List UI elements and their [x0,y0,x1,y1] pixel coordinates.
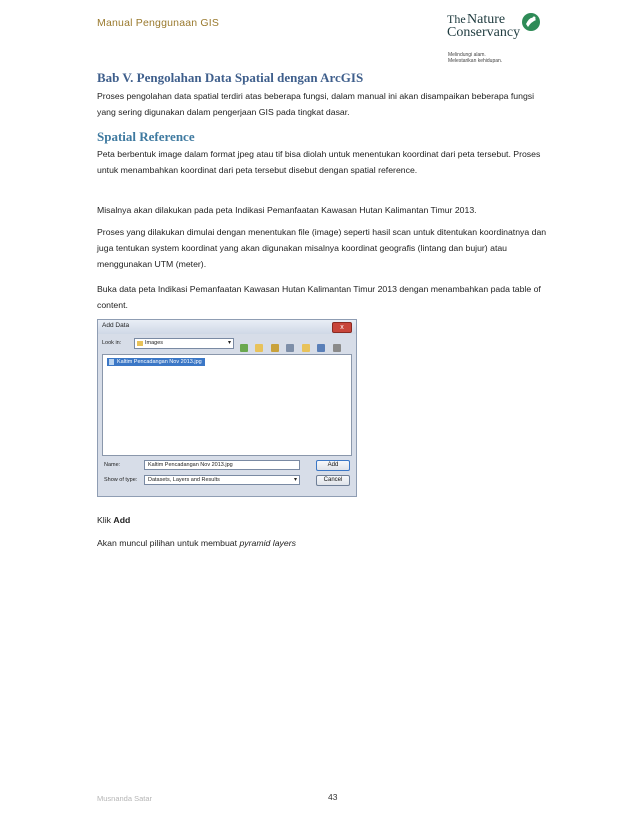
globe-leaf-icon [521,12,541,32]
delete-icon[interactable] [333,344,341,352]
image-file-icon [109,359,114,365]
list-item[interactable] [107,358,205,366]
footer-author: Musnanda Satar [97,794,153,803]
dialog-titlebar [98,320,356,334]
pyramid-prefix: Akan muncul pilihan untuk membuat [97,538,240,548]
add-data-dialog [97,319,357,497]
type-value: Datasets, Layers and Results [148,477,220,483]
look-in-label: Look in: [102,340,122,346]
paragraph-4: Buka data peta Indikasi Pemanfaatan Kawasan Hutan Kalimantan Timur 2013 dengan menambahkan pada table of content. [97,284,541,310]
click-add-prefix: Klik [97,515,114,525]
name-value: Kaltim Pencadangan Nov 2013.jpg [148,462,233,468]
look-in-select[interactable] [134,338,234,349]
pyramid-instruction [97,535,549,551]
paragraph-1: Peta berbentuk image dalam format jpeg atau tif bisa diolah untuk menentukan koordinat dari peta tersebut. Proses untuk menambahkan koordinat dari peta tersebut disebut dengan spatial reference. [97,149,541,175]
new-folder-icon[interactable] [302,344,310,352]
home-icon[interactable] [255,344,263,352]
logo-tagline1: Melindungi alam. [448,52,486,58]
add-button[interactable]: Add [316,460,350,471]
section-title: Bab V. Pengolahan Data Spatial dengan ArcGIS [97,70,364,85]
cancel-button[interactable]: Cancel [316,475,350,486]
folder-icon [137,341,143,346]
logo-tagline2: Melestarikan kehidupan. [448,58,503,64]
dialog-title: Add Data [102,322,130,329]
type-select[interactable] [144,475,300,485]
file-list[interactable] [102,354,352,456]
look-in-value: Images [145,340,164,346]
paragraph-3: Proses yang dilakukan dimulai dengan menentukan file (image) seperti hasil scan untuk ditentukan koordinatnya dan juga tentukan system koordinat yang akan digunakan misalnya koordinat geografis (lintang dan bujur) atau menggunakan UTM (meter). [97,227,547,269]
logo-line3: Conservancy [447,25,521,40]
close-button[interactable]: x [332,322,352,333]
chevron-down-icon: ▾ [227,340,231,346]
pyramid-italic: pyramid layers [239,538,296,548]
logo-line1: The [447,12,466,26]
file-name: Kaltim Pencadangan Nov 2013.jpg [117,359,202,365]
click-add-instruction [97,512,549,528]
up-folder-icon[interactable] [240,344,248,352]
catalog-icon[interactable] [317,344,325,352]
click-add-bold: Add [113,515,131,525]
view-options-icon[interactable] [286,344,294,352]
chevron-down-icon: ▾ [293,477,297,483]
name-label: Name: [104,462,121,468]
subsection-title: Spatial Reference [97,129,195,144]
name-field[interactable] [144,460,300,470]
tnc-logo [447,8,557,62]
page-number: 43 [328,792,338,802]
type-label: Show of type: [104,477,138,483]
intro-paragraph: Proses pengolahan data spatial terdiri atas beberapa fungsi, dalam manual ini akan disampaikan beberapa fungsi yang sering digunakan dalam pengerjaan GIS pada tingkat dasar. [97,91,535,117]
header-title: Manual Penggunaan GIS [97,17,220,29]
connect-folder-icon[interactable] [271,344,279,352]
dialog-toolbar [98,336,356,352]
paragraph-2: Misalnya akan dilakukan pada peta Indikasi Pemanfaatan Kawasan Hutan Kalimantan Timur 2013. [97,205,477,215]
logo-line2: Nature [467,12,506,27]
